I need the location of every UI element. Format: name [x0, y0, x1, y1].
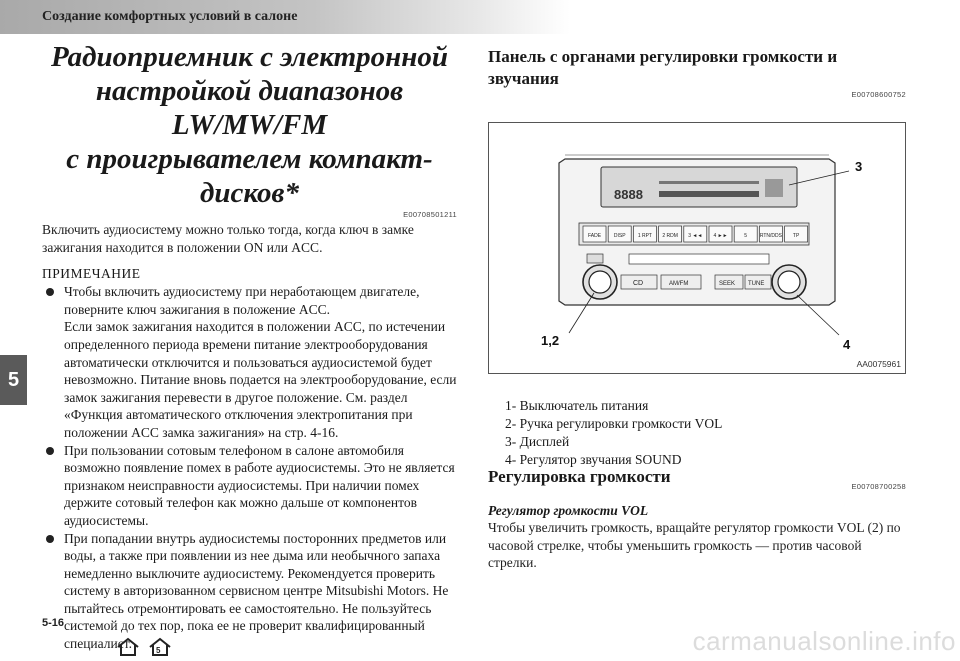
volume-section [488, 466, 906, 572]
note-bullet-2 [42, 442, 457, 530]
preset-button-label: 3 ◄◄ [688, 233, 703, 239]
legend-item-3: 3- Дисплей [505, 434, 570, 449]
display-digits: 8888 [614, 187, 643, 202]
note-heading: ПРИМЕЧАНИЕ [42, 266, 141, 282]
chapter-tab[interactable]: 5 [0, 355, 27, 405]
sound-knob-center [778, 271, 800, 293]
section-code: E00708501211 [403, 210, 457, 219]
callout-1-2: 1,2 [541, 333, 560, 348]
vol-subtitle: Регулятор громкости VOL [488, 503, 649, 518]
cd-slot [629, 254, 769, 264]
main-title [42, 40, 457, 210]
seek-label: SEEK [719, 281, 736, 287]
note-list [42, 283, 457, 652]
preset-button-label: RTN/DDS [759, 233, 782, 239]
nav-icons [115, 637, 173, 657]
tune-label: TUNE [748, 281, 765, 287]
svg-text:5: 5 [156, 646, 161, 655]
figure-code: AA0075961 [856, 359, 901, 369]
title-line-2: настройкой диапазонов LW/MW/FM [95, 75, 404, 141]
preset-button-label: TP [792, 233, 800, 239]
legend-item-1: 1- Выключатель питания [505, 398, 649, 413]
pwr-button[interactable] [589, 271, 611, 293]
preset-button-label: 2 RDM [662, 233, 678, 239]
watermark: carmanualsonline.info [692, 626, 956, 656]
volume-code: E00708700258 [851, 482, 906, 491]
figure-legend [505, 397, 905, 469]
note-1-text-b: Если замок зажигания находится в положении ACC, по истечении определенного периода времени питание электрооборудования автоматически отключится и пользоваться аудиосистемой будет невозможно. Питание вновь подается на электрооборудование, если замок зажигания перевести в другое положение. См. раздел «Функция автоматического отключения электропитания при положении ACC замка зажигания» на стр. 4-16. [64, 319, 457, 440]
note-bullet-1 [42, 283, 457, 441]
title-line-1: Радиоприемник с электронной [51, 41, 448, 73]
intro-text: Включить аудиосистему можно только тогда, когда ключ в замке зажигания находится в положении ON или ACC. [42, 222, 414, 255]
callout-4: 4 [843, 337, 851, 352]
bullet-dot-icon [46, 447, 54, 455]
title-line-3: с проигрывателем компакт-дисков* [66, 143, 433, 209]
index-icon[interactable] [147, 637, 173, 657]
preset-button-label: 5 [744, 233, 748, 239]
preset-button-label: DISP [613, 233, 626, 239]
right-column [488, 46, 906, 99]
sound-mode-button[interactable] [587, 254, 603, 263]
note-bullet-3 [42, 530, 457, 653]
panel-section-title: Панель с органами регулировки громкости и звучания [488, 47, 838, 88]
note-1-text-a: Чтобы включить аудиосистему при неработающем двигателе, поверните ключ зажигания в положение ACC. [64, 284, 420, 317]
bullet-dot-icon [46, 535, 54, 543]
cd-label: CD [633, 280, 644, 287]
note-3-text: При попадании внутрь аудиосистемы посторонних предметов или воды, а также при появлении из нее дыма или необычного запаха немедленно выключите аудиосистему. Рекомендуется проверить систему в авторизованном сервисном центре Mitsubishi Motors. Не пытайтесь отремонтировать ее самостоятельно. Не пользуйтесь системой до тех пор, пока ее не проверит квалифицированный специалист. [64, 530, 449, 652]
preset-button-label: FADE [587, 233, 602, 239]
am-fm-label: AM/FM [669, 281, 689, 287]
legend-item-2: 2- Ручка регулировки громкости VOL [505, 416, 723, 431]
panel-section-code: E00708600752 [851, 90, 906, 99]
preset-buttons [583, 226, 808, 242]
radio-panel-figure [488, 122, 906, 374]
vol-text: Чтобы увеличить громкость, вращайте регулятор громкости VOL (2) по часовой стрелке, чтобы уменьшить громкость — против часовой стрелки. [488, 520, 901, 571]
left-column [42, 40, 457, 653]
volume-title: Регулировка громкости [488, 467, 671, 486]
preset-button-label: 1 RPT [637, 233, 652, 239]
note-2-text: При пользовании сотовым телефоном в салоне автомобиля возможно появление помех в работе аудиосистемы. Это не является признаком неисправности аудиосистемы. При наличии помех держите сотовый телефон как можно дальше от компонентов аудиосистемы. [64, 442, 455, 528]
callout-3: 3 [855, 159, 863, 174]
bullet-dot-icon [46, 288, 54, 296]
preset-button-label: 4 ►► [713, 233, 728, 239]
legend-item-4: 4- Регулятор звучания SOUND [505, 452, 682, 467]
header-title: Создание комфортных условий в салоне [42, 9, 298, 24]
page-number: 5-16 [42, 617, 65, 629]
home-icon[interactable] [115, 637, 141, 657]
